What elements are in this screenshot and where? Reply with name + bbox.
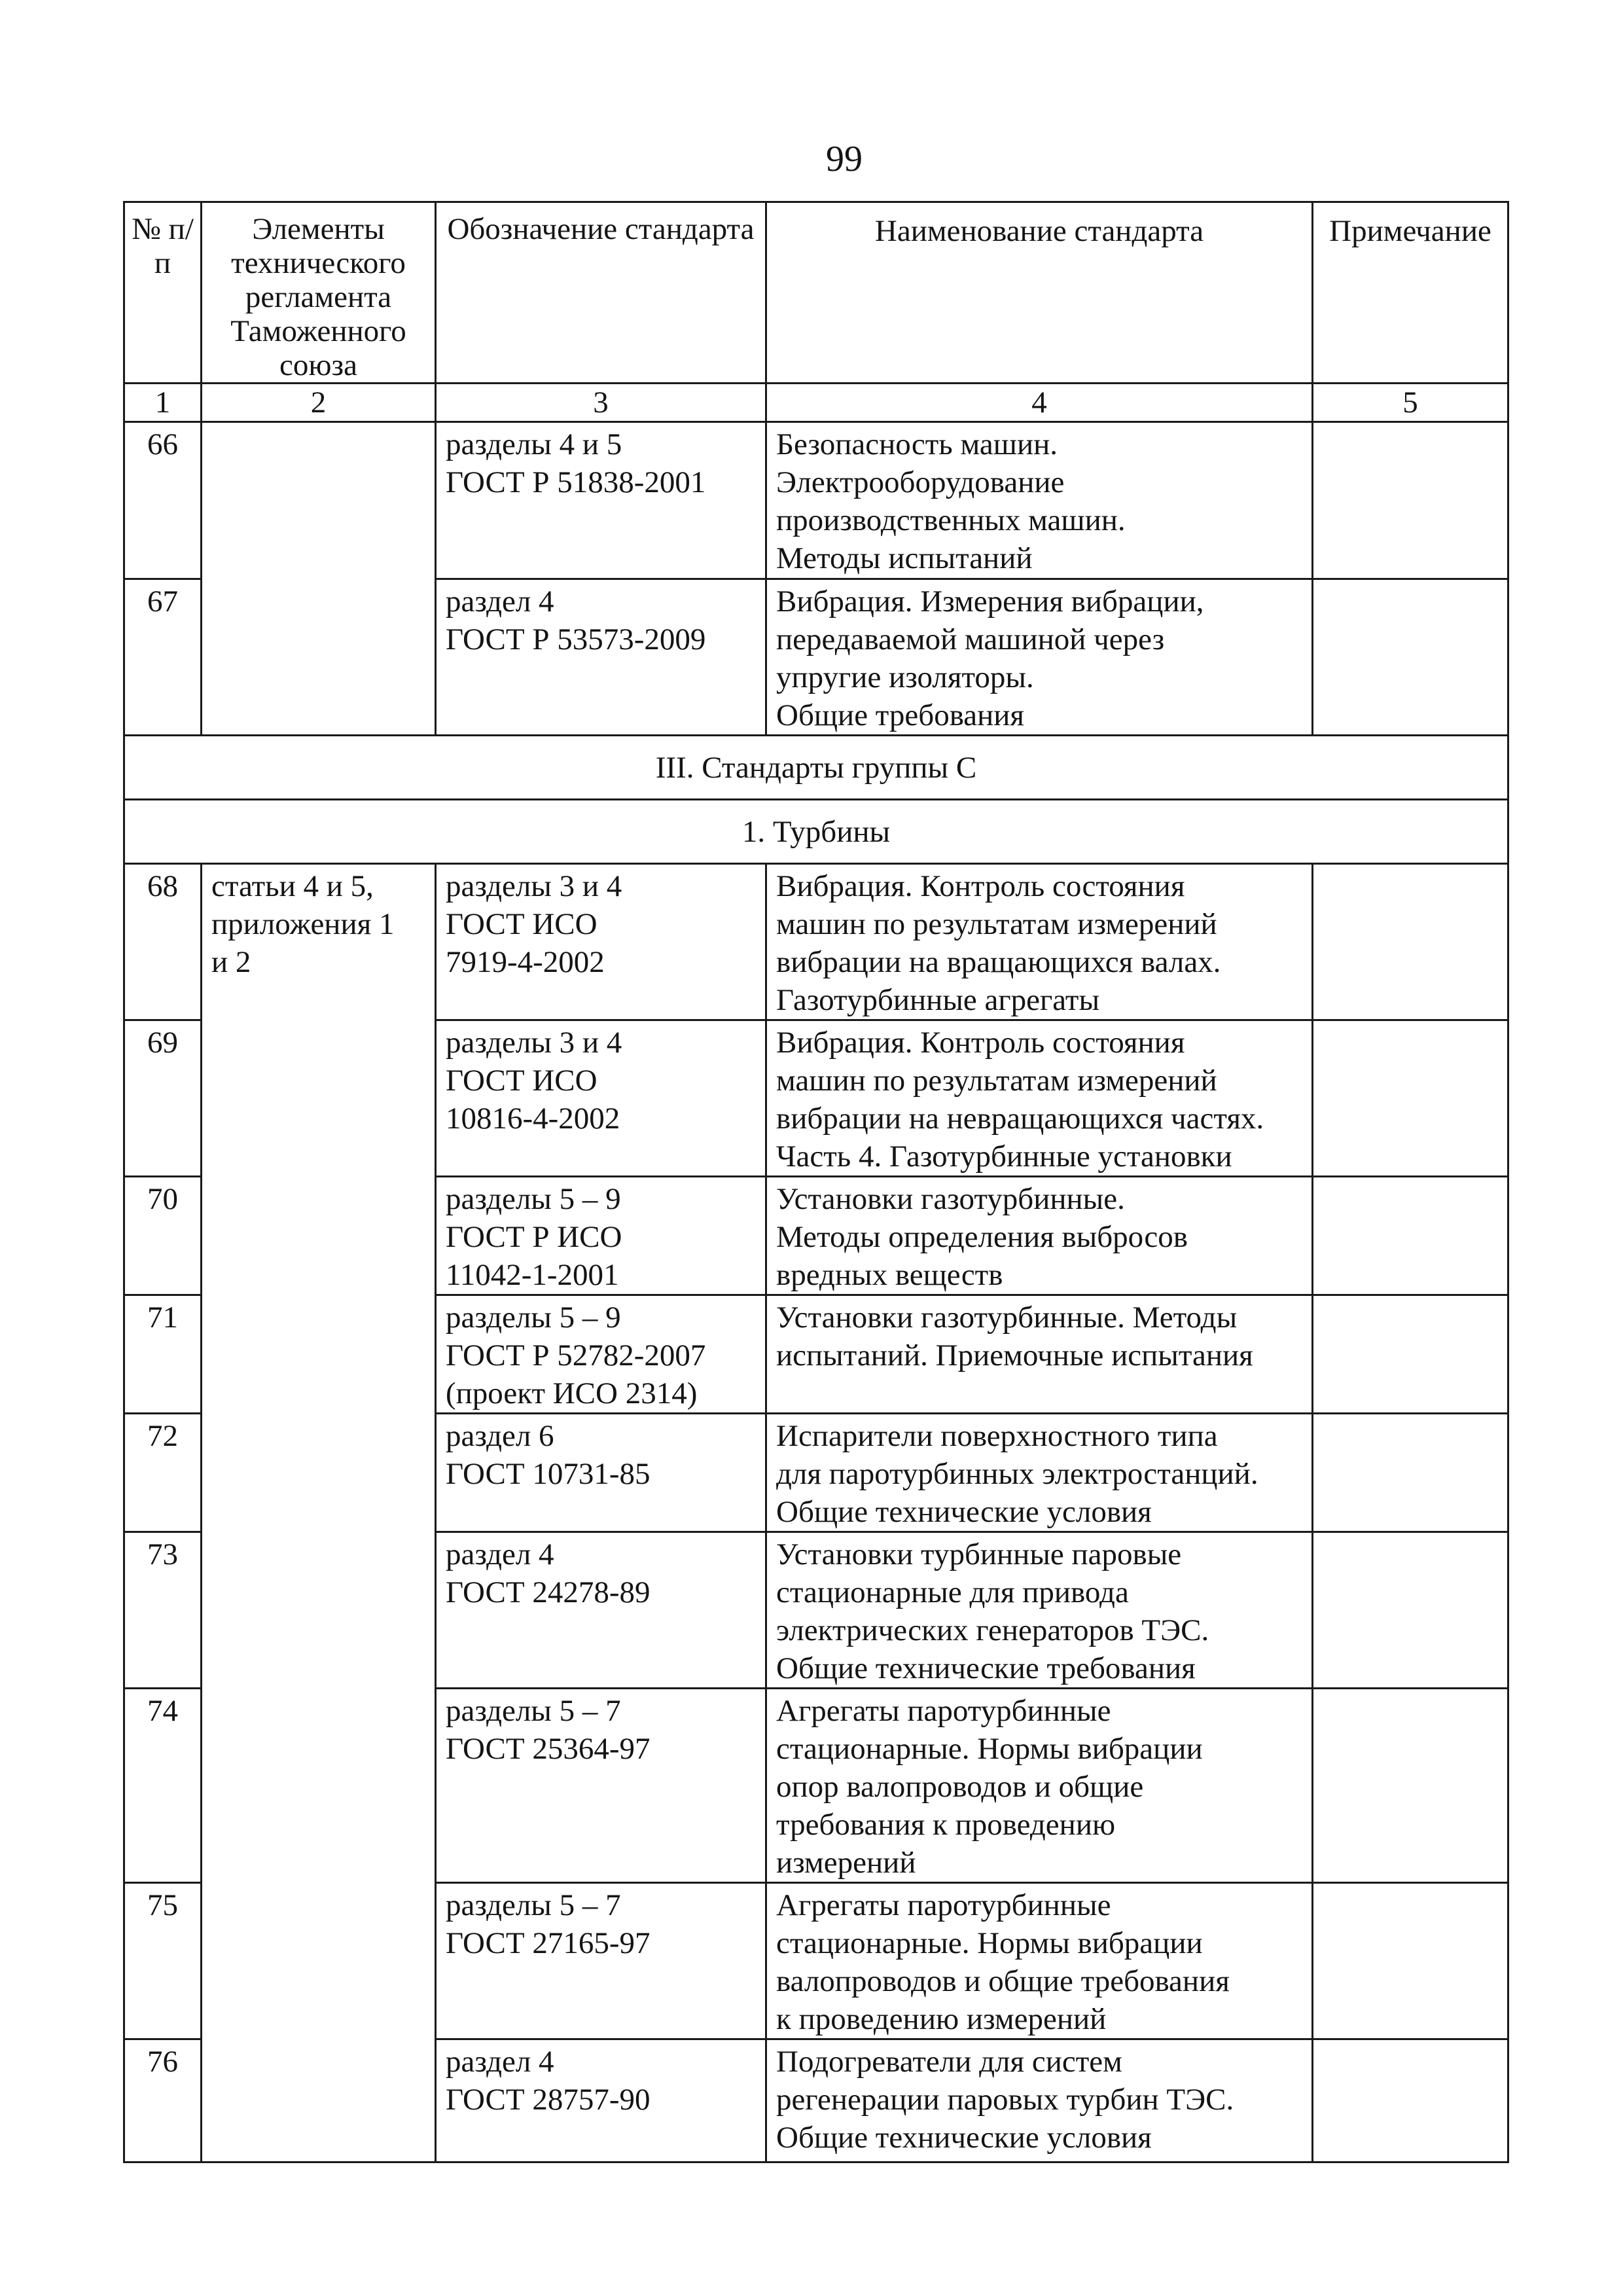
standard-designation: раздел 4 ГОСТ 24278-89 [436, 1532, 766, 1689]
page-number: 99 [826, 139, 863, 179]
subsection-title-row [124, 800, 1508, 864]
regulation-elements-cell [202, 422, 436, 736]
standard-designation: разделы 4 и 5 ГОСТ Р 51838-2001 [436, 422, 766, 579]
note-cell [1313, 579, 1508, 736]
standard-designation: разделы 3 и 4 ГОСТ ИСО 10816-4-2002 [436, 1020, 766, 1177]
column-number: 5 [1313, 384, 1508, 422]
header-note: Примечание [1313, 202, 1508, 384]
standard-name: Агрегаты паротурбинные стационарные. Нормы вибрации опор валопроводов и общие требования к проведению измерений [766, 1689, 1313, 1883]
section-title: III. Стандарты группы С [124, 736, 1508, 800]
row-number: 71 [124, 1295, 202, 1414]
section-title-row [124, 736, 1508, 800]
standard-designation: разделы 5 – 7 ГОСТ 25364-97 [436, 1689, 766, 1883]
table-row [124, 422, 1508, 579]
row-number: 73 [124, 1532, 202, 1689]
row-number: 70 [124, 1177, 202, 1295]
note-cell [1313, 1414, 1508, 1532]
row-number: 75 [124, 1883, 202, 2039]
column-number: 2 [202, 384, 436, 422]
column-numbers-row [124, 384, 1508, 422]
standard-name: Подогреватели для систем регенерации паровых турбин ТЭС. Общие технические условия [766, 2039, 1313, 2162]
row-number: 68 [124, 864, 202, 1020]
row-number: 72 [124, 1414, 202, 1532]
standard-designation: разделы 5 – 7 ГОСТ 27165-97 [436, 1883, 766, 2039]
standard-designation: раздел 4 ГОСТ 28757-90 [436, 2039, 766, 2162]
note-cell [1313, 864, 1508, 1020]
header-standard-name: Наименование стандарта [766, 202, 1313, 384]
note-cell [1313, 1532, 1508, 1689]
standard-name: Вибрация. Измерения вибрации, передаваемой машиной через упругие изоляторы. Общие требования [766, 579, 1313, 736]
standard-name: Безопасность машин. Электрооборудование производственных машин. Методы испытаний [766, 422, 1313, 579]
row-number: 67 [124, 579, 202, 736]
standard-name: Испарители поверхностного типа для паротурбинных электростанций. Общие технические условия [766, 1414, 1313, 1532]
note-cell [1313, 1883, 1508, 2039]
standard-designation: разделы 3 и 4 ГОСТ ИСО 7919-4-2002 [436, 864, 766, 1020]
table-row [124, 864, 1508, 1020]
row-number: 69 [124, 1020, 202, 1177]
subsection-title: 1. Турбины [124, 800, 1508, 864]
note-cell [1313, 422, 1508, 579]
standard-designation: разделы 5 – 9 ГОСТ Р 52782-2007 (проект ИСО 2314) [436, 1295, 766, 1414]
regulation-elements-cell: статьи 4 и 5, приложения 1 и 2 [202, 864, 436, 2162]
header-regulation-elements: Элементы технического регламента Таможенного союза [202, 202, 436, 384]
standard-name: Установки турбинные паровые стационарные для привода электрических генераторов ТЭС. Общие технические требования [766, 1532, 1313, 1689]
header-number: № п/п [124, 202, 202, 384]
standard-designation: раздел 6 ГОСТ 10731-85 [436, 1414, 766, 1532]
column-number: 4 [766, 384, 1313, 422]
standard-designation: разделы 5 – 9 ГОСТ Р ИСО 11042-1-2001 [436, 1177, 766, 1295]
standard-designation: раздел 4 ГОСТ Р 53573-2009 [436, 579, 766, 736]
note-cell [1313, 1177, 1508, 1295]
header-standard-designation: Обозначение стандарта [436, 202, 766, 384]
column-number: 3 [436, 384, 766, 422]
standard-name: Установки газотурбинные. Методы определения выбросов вредных веществ [766, 1177, 1313, 1295]
note-cell [1313, 1020, 1508, 1177]
row-number: 76 [124, 2039, 202, 2162]
standard-name: Вибрация. Контроль состояния машин по результатам измерений вибрации на вращающихся валах. Газотурбинные агрегаты [766, 864, 1313, 1020]
note-cell [1313, 2039, 1508, 2162]
note-cell [1313, 1295, 1508, 1414]
note-cell [1313, 1689, 1508, 1883]
standard-name: Агрегаты паротурбинные стационарные. Нормы вибрации валопроводов и общие требования к проведению измерений [766, 1883, 1313, 2039]
table-header-row [124, 202, 1508, 384]
standard-name: Установки газотурбинные. Методы испытаний. Приемочные испытания [766, 1295, 1313, 1414]
column-number: 1 [124, 384, 202, 422]
standards-table [123, 201, 1509, 2163]
standard-name: Вибрация. Контроль состояния машин по результатам измерений вибрации на невращающихся частях. Часть 4. Газотурбинные установки [766, 1020, 1313, 1177]
row-number: 66 [124, 422, 202, 579]
row-number: 74 [124, 1689, 202, 1883]
